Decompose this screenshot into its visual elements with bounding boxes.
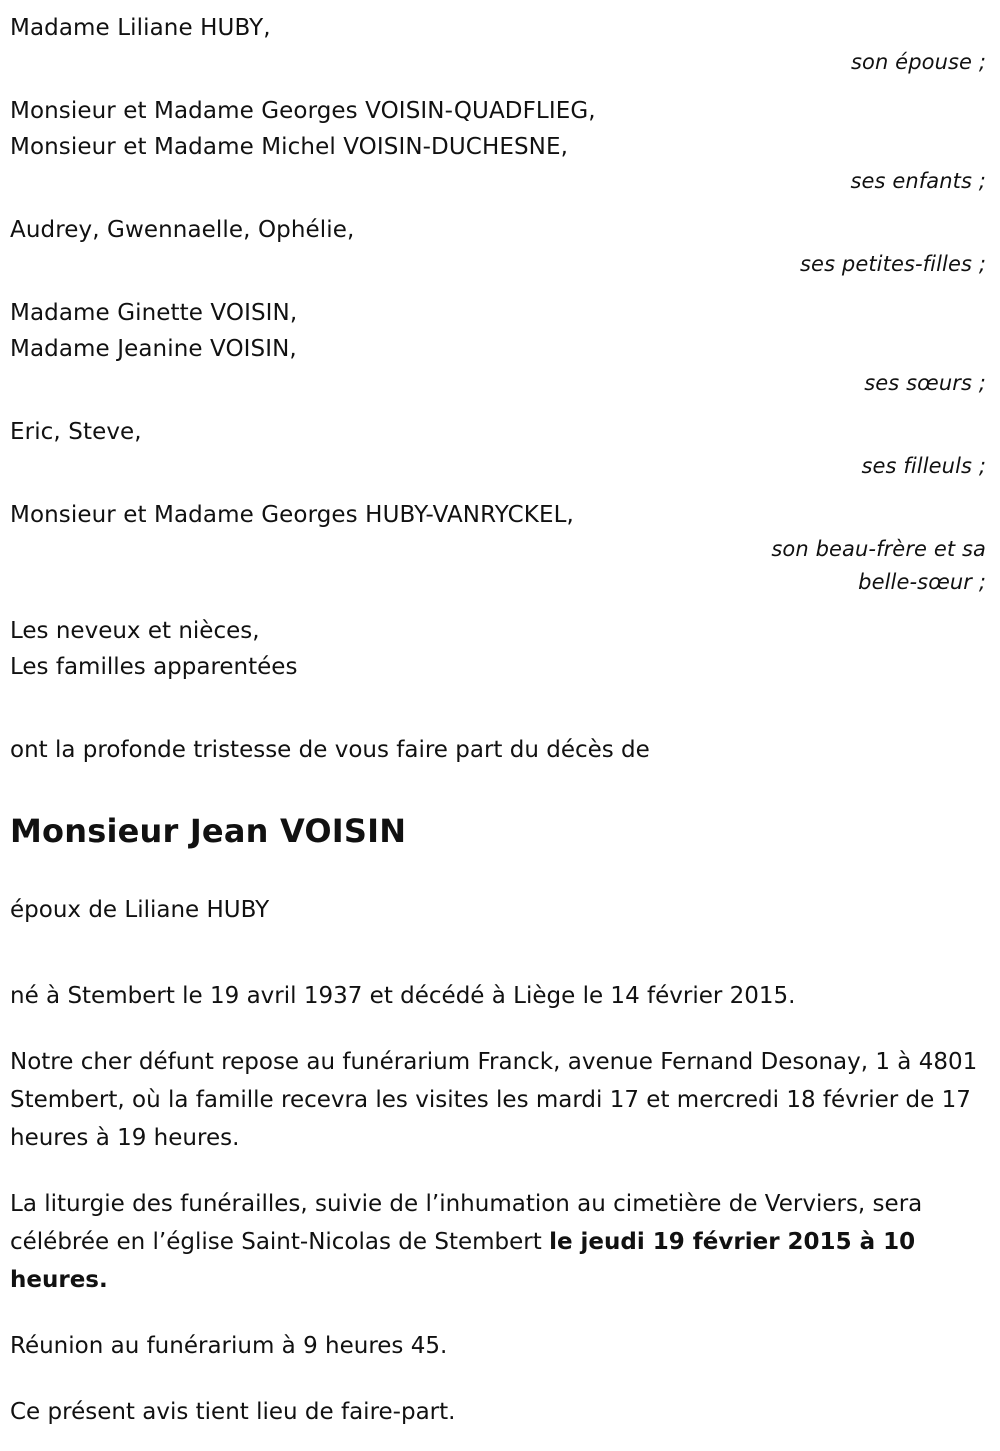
relation-line: son épouse ; [851,50,986,74]
name-line: Les neveux et nièces, [10,618,260,644]
name-line: Audrey, Gwennaelle, Ophélie, [10,217,355,243]
relation-line: belle-sœur ; [858,570,986,594]
other-family-names [10,613,992,685]
spouse-line: époux de Liliane HUBY [10,897,270,923]
relation-label [10,450,992,483]
relation-label [10,367,992,400]
liturgy-paragraph [10,1185,985,1299]
name-line: Madame Jeanine VOISIN, [10,336,297,362]
family-names [10,295,992,367]
relation-line: ses sœurs ; [864,371,986,395]
relation-group [10,497,992,599]
family-names [10,414,992,450]
family-names [10,10,992,46]
deceased-name-heading: Monsieur Jean VOISIN [10,812,407,850]
relation-group [10,93,992,198]
repose-paragraph: Notre cher défunt repose au funérarium Franck, avenue Fernand Desonay, 1 à 4801 Stembert, où la famille recevra les visites les mardi 17 et mercredi 18 février de 17 heures à 19 heures. [10,1049,978,1151]
family-names [10,212,992,248]
name-line: Madame Liliane HUBY, [10,15,271,41]
birth-death-line: né à Stembert le 19 avril 1937 et décédé à Liège le 14 février 2015. [10,983,796,1009]
relation-groups-section [10,10,992,599]
name-line: Monsieur et Madame Michel VOISIN-DUCHESNE, [10,134,569,160]
relation-line: son beau-frère et sa [771,537,986,561]
relation-line: ses petites-filles ; [800,252,986,276]
relation-group [10,414,992,483]
relation-label [10,248,992,281]
name-line: Les familles apparentées [10,654,298,680]
name-line: Monsieur et Madame Georges HUBY-VANRYCKEL, [10,502,574,528]
family-names [10,497,992,533]
family-names [10,93,992,165]
relation-group [10,212,992,281]
announcement-intro: ont la profonde tristesse de vous faire part du décès de [10,737,650,763]
name-line: Eric, Steve, [10,419,142,445]
closing-line: Ce présent avis tient lieu de faire-part. [10,1399,456,1425]
relation-label [10,533,992,599]
relation-group [10,295,992,400]
gathering-line: Réunion au funérarium à 9 heures 45. [10,1333,448,1359]
relation-line: ses enfants ; [850,169,986,193]
relation-label [10,46,992,79]
liturgy-date-emphasis: le jeudi 19 février 2015 à 10 heures. [10,1229,916,1293]
relation-line: ses filleuls ; [861,454,986,478]
name-line: Madame Ginette VOISIN, [10,300,298,326]
liturgy-text-before: La liturgie des funérailles, suivie de l’inhumation au cimetière de Verviers, sera célébrée en l’église Saint-Nicolas de Stembert [10,1191,923,1255]
relation-group [10,10,992,79]
name-line: Monsieur et Madame Georges VOISIN-QUADFLIEG, [10,98,596,124]
relation-label [10,165,992,198]
